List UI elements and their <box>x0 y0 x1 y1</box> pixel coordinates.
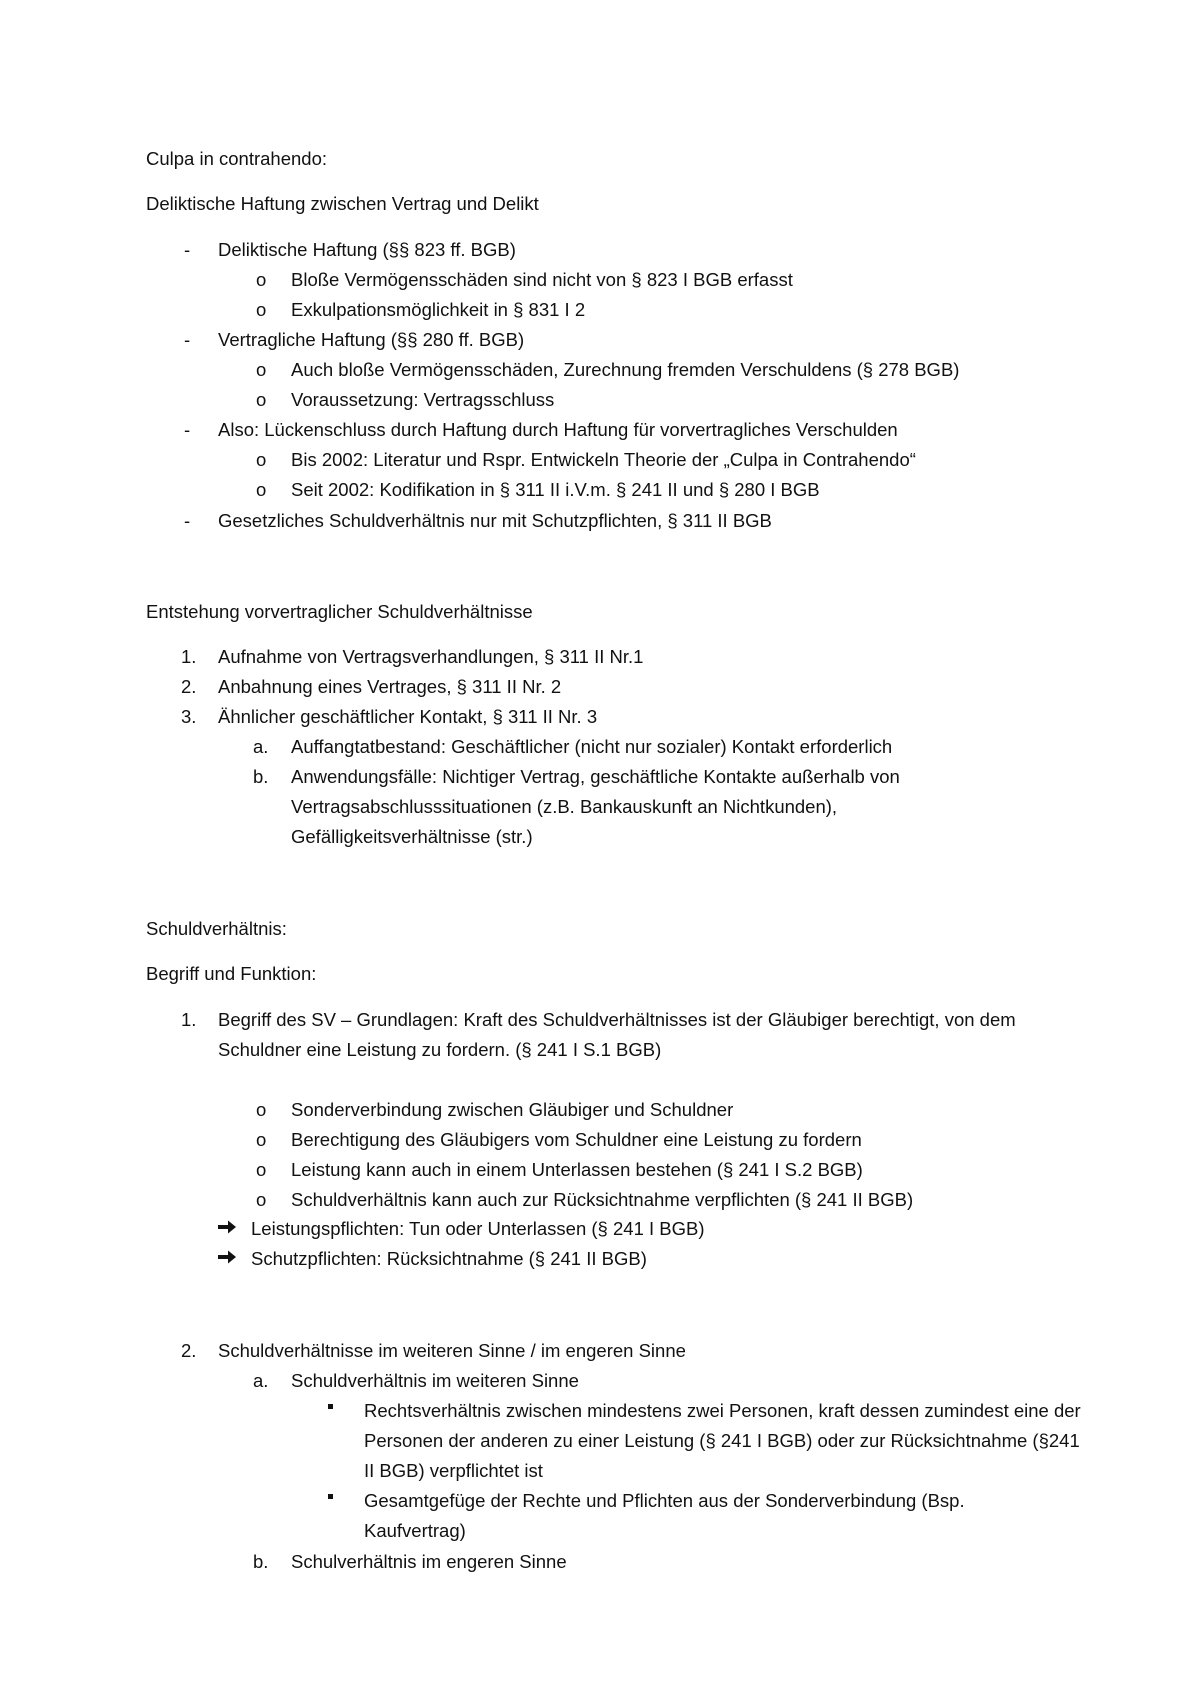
list-item: Bis 2002: Literatur und Rspr. Entwickeln Theorie der „Culpa in Contrahendo“ <box>291 449 916 470</box>
arrow-right-icon <box>217 1249 237 1265</box>
list-item: Berechtigung des Gläubigers vom Schuldner eine Leistung zu fordern <box>291 1129 862 1150</box>
section-subtitle: Begriff und Funktion: <box>146 963 317 984</box>
list-item: Seit 2002: Kodifikation in § 311 II i.V.m. § 241 II und § 280 I BGB <box>291 479 820 500</box>
list-marker: b. <box>253 1551 269 1572</box>
arrow-right-icon <box>217 1219 237 1235</box>
list-item: Anbahnung eines Vertrages, § 311 II Nr. 2 <box>218 676 562 697</box>
section-title: Entstehung vorvertraglicher Schuldverhältnisse <box>146 601 533 622</box>
list-item: Gesetzliches Schuldverhältnis nur mit Schutzpflichten, § 311 II BGB <box>218 510 772 531</box>
list-marker: - <box>184 419 191 440</box>
list-marker: 3. <box>181 706 197 727</box>
list-marker: o <box>256 299 267 320</box>
list-marker: o <box>256 1189 267 1210</box>
list-marker: a. <box>253 1370 269 1391</box>
list-item: Ähnlicher geschäftlicher Kontakt, § 311 II Nr. 3 <box>218 706 598 727</box>
list-marker: b. <box>253 766 269 787</box>
list-marker: - <box>184 329 191 350</box>
list-marker: o <box>256 1129 267 1150</box>
list-marker: - <box>184 239 191 260</box>
list-marker: 1. <box>181 1009 197 1030</box>
list-marker: o <box>256 389 267 410</box>
list-item: Sonderverbindung zwischen Gläubiger und Schuldner <box>291 1099 734 1120</box>
list-item: Rechtsverhältnis zwischen mindestens zwei Personen, kraft dessen zumindest eine der Personen der anderen zu einer Leistung (§ 241 I BGB) oder zur Rücksichtnahme (§241 II BGB) verpflichtet ist <box>364 1400 1081 1481</box>
list-marker: o <box>256 479 267 500</box>
list-item: Exkulpationsmöglichkeit in § 831 I 2 <box>291 299 586 320</box>
list-item: Leistung kann auch in einem Unterlassen bestehen (§ 241 I S.2 BGB) <box>291 1159 863 1180</box>
list-item: Anwendungsfälle: Nichtiger Vertrag, geschäftliche Kontakte außerhalb von Vertragsabschlusssituationen (z.B. Bankauskunft an Nichtkunden), Gefälligkeitsverhältnisse (str.) <box>291 766 900 847</box>
list-item: Schuldverhältnis im weiteren Sinne <box>291 1370 579 1391</box>
list-marker: 2. <box>181 1340 197 1361</box>
list-item: Schutzpflichten: Rücksichtnahme (§ 241 II BGB) <box>251 1248 647 1269</box>
list-marker: o <box>256 359 267 380</box>
section-title: Schuldverhältnis: <box>146 918 287 939</box>
list-item: Schuldverhältnisse im weiteren Sinne / im engeren Sinne <box>218 1340 686 1361</box>
list-item: Auffangtatbestand: Geschäftlicher (nicht nur sozialer) Kontakt erforderlich <box>291 736 893 757</box>
list-marker: - <box>184 510 191 531</box>
list-item: Gesamtgefüge der Rechte und Pflichten aus der Sonderverbindung (Bsp. Kaufvertrag) <box>364 1490 965 1541</box>
list-marker: o <box>256 449 267 470</box>
list-item: Deliktische Haftung (§§ 823 ff. BGB) <box>218 239 516 260</box>
list-item: Aufnahme von Vertragsverhandlungen, § 311 II Nr.1 <box>218 646 644 667</box>
list-item: Begriff des SV – Grundlagen: Kraft des Schuldverhältnisses ist der Gläubiger berechtigt, von dem Schuldner eine Leistung zu fordern. (§ 241 I S.1 BGB) <box>218 1009 1016 1060</box>
list-marker: a. <box>253 736 269 757</box>
list-marker: o <box>256 1159 267 1180</box>
list-item: Vertragliche Haftung (§§ 280 ff. BGB) <box>218 329 525 350</box>
square-bullet-icon <box>328 1404 333 1409</box>
list-item: Schulverhältnis im engeren Sinne <box>291 1551 567 1572</box>
section-subtitle: Deliktische Haftung zwischen Vertrag und Delikt <box>146 193 539 214</box>
square-bullet-icon <box>328 1494 333 1499</box>
list-item: Leistungspflichten: Tun oder Unterlassen (§ 241 I BGB) <box>251 1218 705 1239</box>
list-item: Also: Lückenschluss durch Haftung durch Haftung für vorvertragliches Verschulden <box>218 419 898 440</box>
section-title: Culpa in contrahendo: <box>146 148 328 169</box>
list-marker: 2. <box>181 676 197 697</box>
list-item: Voraussetzung: Vertragsschluss <box>291 389 555 410</box>
list-item: Schuldverhältnis kann auch zur Rücksichtnahme verpflichten (§ 241 II BGB) <box>291 1189 914 1210</box>
list-marker: o <box>256 269 267 290</box>
list-item: Auch bloße Vermögensschäden, Zurechnung fremden Verschuldens (§ 278 BGB) <box>291 359 960 380</box>
list-item: Bloße Vermögensschäden sind nicht von § 823 I BGB erfasst <box>291 269 793 290</box>
list-marker: o <box>256 1099 267 1120</box>
list-marker: 1. <box>181 646 197 667</box>
